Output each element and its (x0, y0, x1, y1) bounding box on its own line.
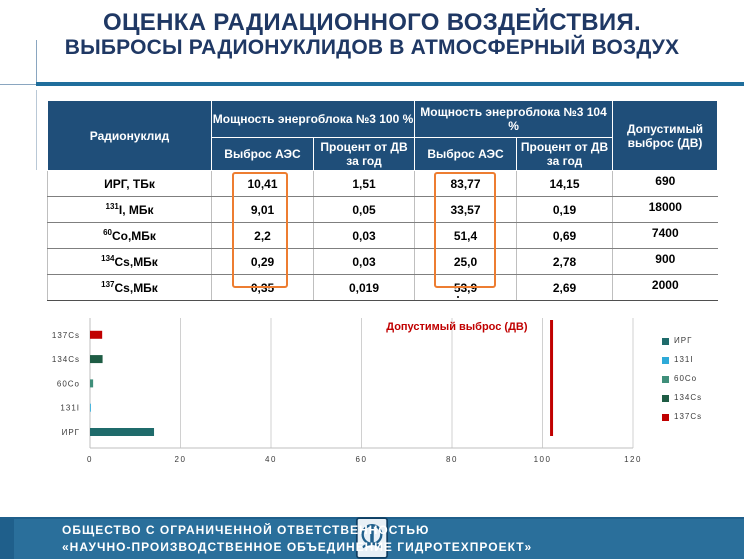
nuclide-cell (48, 197, 212, 223)
header-power-100: Мощность энергоблока №3 100 % (212, 101, 415, 138)
limit-cell: 900 (613, 249, 718, 275)
table-row (48, 223, 718, 249)
nuclide-name: I, МБк (118, 203, 154, 217)
chart-bar (90, 428, 154, 436)
limit-cell: 7400 (613, 223, 718, 249)
decor-line-left (0, 84, 36, 85)
release-104-cell: 25,0 (415, 249, 517, 275)
chart-bar (90, 355, 103, 363)
decor-dot (457, 296, 459, 298)
release-104-cell: 53,9 (415, 275, 517, 301)
x-tick-label: 80 (446, 455, 458, 464)
x-tick-label: 120 (624, 455, 642, 464)
header-nuclide: Радионуклид (48, 101, 212, 171)
percent-100-cell: 0,03 (314, 249, 415, 275)
percent-104-cell: 2,78 (517, 249, 613, 275)
legend-swatch (662, 357, 669, 364)
nuclide-name: Cs,МБк (114, 281, 158, 295)
limit-annotation: Допустимый выброс (ДВ) (386, 321, 528, 333)
chart-bar (90, 379, 93, 387)
chart-bar (90, 331, 102, 339)
legend-swatch (662, 414, 669, 421)
nuclide-cell (48, 249, 212, 275)
percent-100-cell: 1,51 (314, 171, 415, 197)
release-104-cell: 33,57 (415, 197, 517, 223)
header-percent-104: Процент от ДВ за год (517, 138, 613, 171)
nuclide-mass: 131 (105, 202, 119, 211)
header-percent-100: Процент от ДВ за год (314, 138, 415, 171)
release-100-cell: 10,41 (212, 171, 314, 197)
legend-label: 131I (674, 355, 694, 364)
table-row (48, 197, 718, 223)
x-tick-label: 40 (265, 455, 277, 464)
chart-svg (40, 310, 744, 472)
limit-cell: 2000 (613, 275, 718, 301)
header-release-104: Выброс АЭС (415, 138, 517, 171)
legend-swatch (662, 395, 669, 402)
release-100-cell: 0,35 (212, 275, 314, 301)
x-tick-label: 100 (533, 455, 552, 464)
legend-item (662, 355, 742, 365)
highlight-release-100 (232, 172, 288, 288)
nuclide-cell (48, 171, 212, 197)
nuclide-cell (48, 223, 212, 249)
header-release-100: Выброс АЭС (212, 138, 314, 171)
percent-104-cell: 2,69 (517, 275, 613, 301)
y-category-label: 60Co (56, 379, 80, 389)
legend-item (662, 393, 742, 403)
legend-label: 137Cs (674, 412, 703, 421)
release-100-cell: 0,29 (212, 249, 314, 275)
legend-swatch (662, 376, 669, 383)
title-line-2: ВЫБРОСЫ РАДИОНУКЛИДОВ В АТМОСФЕРНЫЙ ВОЗДУХ (64, 36, 680, 59)
legend-item (662, 374, 742, 384)
title-line-1: ОЦЕНКА РАДИАЦИОННОГО ВОЗДЕЙСТВИЯ. (103, 9, 641, 36)
title-underline (36, 82, 744, 86)
legend-item (662, 412, 742, 422)
header-power-104: Мощность энергоблока №3 104 % (415, 101, 613, 138)
percent-104-cell: 14,15 (517, 171, 613, 197)
x-tick-label: 20 (174, 455, 187, 464)
nuclide-name: ИРГ, ТБк (104, 177, 155, 191)
percent-104-cell: 0,19 (517, 197, 613, 223)
table-row (48, 249, 718, 275)
percent-100-cell: 0,05 (314, 197, 415, 223)
y-category-label: 131I (60, 403, 80, 413)
limit-cell: 690 (613, 171, 718, 197)
legend-item (662, 336, 742, 346)
nuclide-mass: 134 (101, 254, 115, 263)
footer-line-1: ОБЩЕСТВО С ОГРАНИЧЕННОЙ ОТВЕТСТВЕННОСТЬЮ (62, 523, 430, 537)
percent-100-cell: 0,03 (314, 223, 415, 249)
legend-label: 60Co (674, 374, 698, 383)
release-104-cell: 51,4 (415, 223, 517, 249)
nuclide-mass: 60 (103, 228, 112, 237)
chart-bar (90, 404, 91, 412)
y-category-label: 137Cs (51, 330, 80, 340)
release-100-cell: 2,2 (212, 223, 314, 249)
nuclide-mass: 137 (101, 280, 115, 289)
table-row (48, 171, 718, 197)
x-tick-label: 0 (87, 455, 93, 464)
legend-label: ИРГ (674, 336, 693, 345)
nuclide-name: Co,МБк (111, 229, 156, 243)
y-category-label: 134Cs (51, 355, 80, 365)
percent-104-cell: 0,69 (517, 223, 613, 249)
percent-100-cell: 0,019 (314, 275, 415, 301)
emissions-chart (40, 310, 744, 472)
x-tick-label: 60 (355, 455, 368, 464)
nuclide-name: Cs,МБк (114, 255, 158, 269)
legend-label: 134Cs (674, 393, 703, 402)
footer-text (62, 522, 532, 556)
decor-line-vertical (36, 40, 37, 86)
decor-line-left-2 (36, 90, 37, 170)
slide-title (0, 10, 744, 60)
table-row (48, 275, 718, 301)
footer-line-2: «НАУЧНО-ПРОИЗВОДСТВЕННОЕ ОБЪЕДИНЕНИЕ ГИДРОТЕХПРОЕКТ» (62, 540, 533, 554)
limit-cell: 18000 (613, 197, 718, 223)
legend-swatch (662, 338, 669, 345)
header-limit: Допустимый выброс (ДВ) (613, 101, 718, 171)
release-104-cell: 83,77 (415, 171, 517, 197)
emissions-table (47, 100, 718, 301)
release-100-cell: 9,01 (212, 197, 314, 223)
nuclide-cell (48, 275, 212, 301)
highlight-release-104 (434, 172, 496, 288)
y-category-label: ИРГ (61, 428, 80, 437)
